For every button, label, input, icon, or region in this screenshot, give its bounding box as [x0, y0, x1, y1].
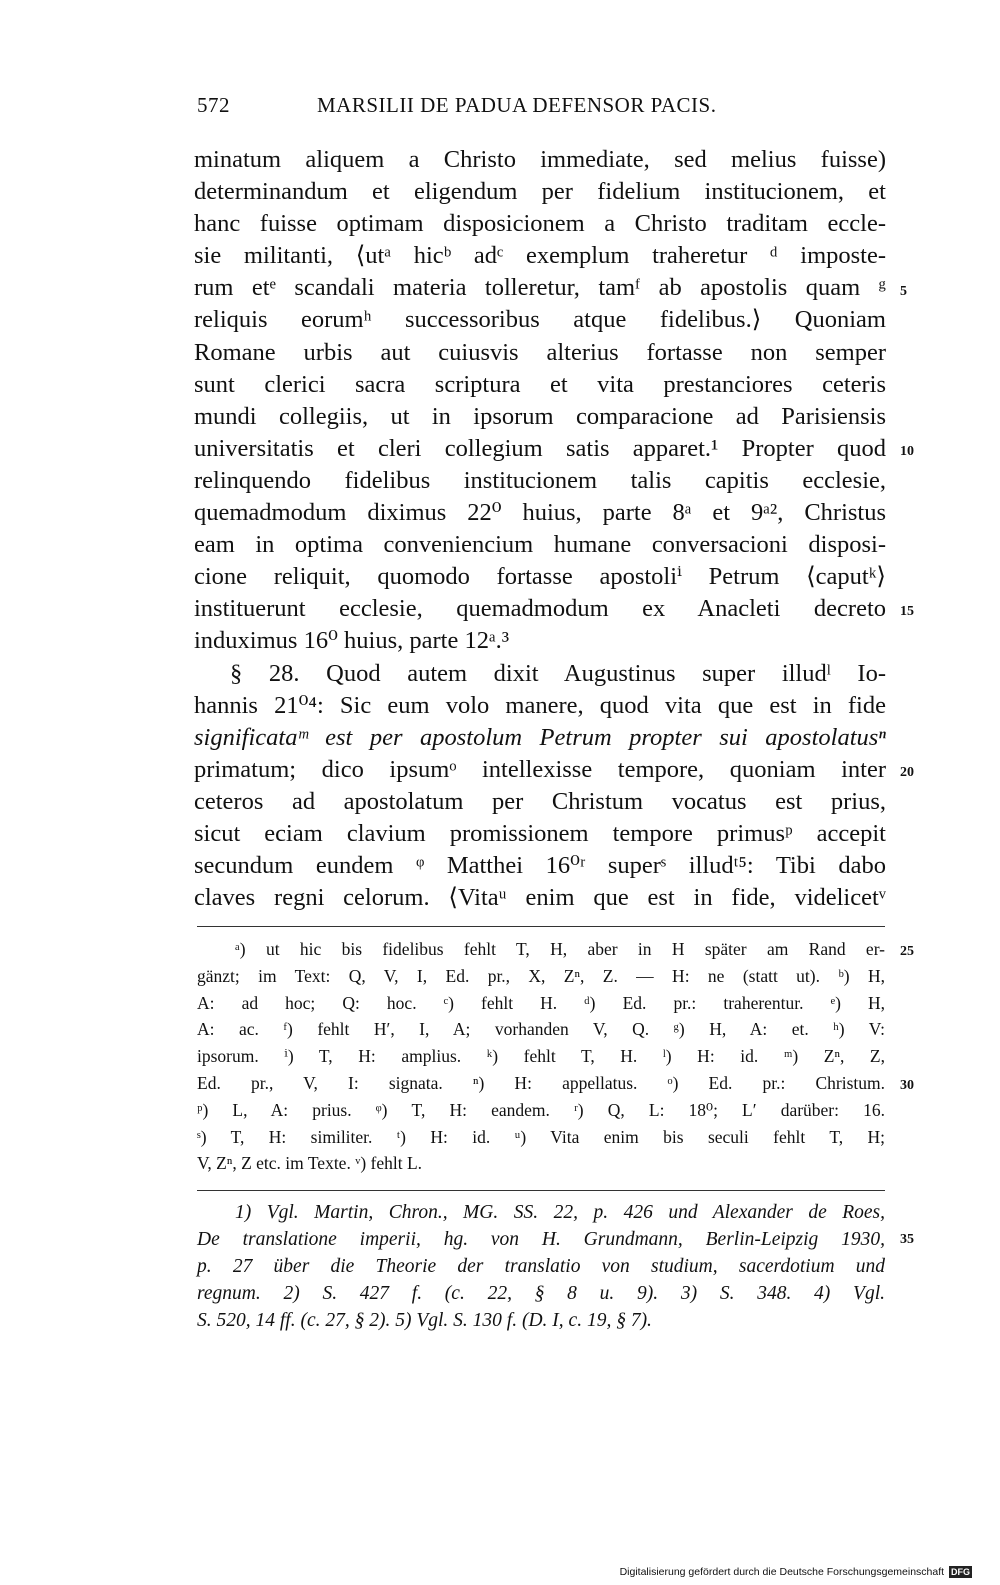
footnote-divider — [197, 1190, 885, 1191]
apparatus-line: V, Zⁿ, Z etc. im Texte. ᵛ) fehlt L. — [197, 1153, 423, 1174]
text-line: sunt clerici sacra scriptura et vita prestanciores ceteris — [194, 370, 886, 398]
text-line: mundi collegiis, ut in ipsorum comparacione ad Parisiensis — [194, 402, 886, 430]
apparatus-line: ᵖ) L, A: prius. ᵠ) T, H: eandem. ʳ) Q, L: 18⁰; L′ darüber: 16. — [197, 1099, 885, 1120]
text-line: quemadmodum diximus 22⁰ huius, parte 8ᵃ et 9ᵃ², Christus — [194, 499, 886, 527]
text-line: induximus 16⁰ huius, parte 12ᵃ.³ — [194, 627, 510, 655]
line-number: 10 — [900, 444, 914, 459]
line-number: 30 — [900, 1078, 914, 1093]
text-line: hannis 21⁰⁴: Sic eum volo manere, quod vita que est in fide — [194, 691, 886, 719]
line-number: 35 — [900, 1232, 914, 1247]
text-line: eam in optima conveniencium humane conversacioni disposi- — [194, 531, 886, 559]
text-line: § 28. Quod autem dixit Augustinus super illudˡ Io- — [230, 659, 886, 687]
text-line: sicut eciam clavium promissionem tempore primusᵖ accepit — [194, 819, 886, 847]
apparatus-line: Ed. pr., V, I: signata. ⁿ) H: appellatus. ᵒ) Ed. pr.: Christum. — [197, 1072, 885, 1093]
text-line: reliquis eorumʰ successoribus atque fidelibus.⟩ Quoniam — [194, 306, 886, 334]
footnote-line: p. 27 über die Theorie der translatio von studium, sacerdotium und — [197, 1256, 885, 1277]
apparatus-line: gänzt; im Text: Q, V, I, Ed. pr., X, Zⁿ, Z. — H: ne (statt ut). ᵇ) H, — [197, 965, 885, 986]
page-number: 572 — [197, 93, 230, 117]
text-line: claves regni celorum. ⟨Vitaᵘ enim que est in fide, videlicetᵛ — [194, 884, 886, 912]
dfg-logo-icon: DFG — [951, 1567, 970, 1578]
main-text — [194, 144, 886, 914]
line-number: 15 — [900, 604, 914, 619]
text-line: primatum; dico ipsumᵒ intellexisse tempore, quoniam inter — [194, 755, 886, 783]
text-line: secundum eundem ᵠ Matthei 16⁰ʳ superˢ illudᵗ⁵: Tibi dabo — [194, 852, 886, 880]
line-number: 25 — [900, 944, 914, 959]
footnote-line: De translatione imperii, hg. von H. Grundmann, Berlin-Leipzig 1930, — [197, 1229, 885, 1250]
text-line: rum etᵉ scandali materia tolleretur, tamᶠ ab apostolis quam ᵍ — [194, 274, 886, 302]
line-number: 20 — [900, 765, 914, 780]
digitization-credit — [620, 1566, 972, 1578]
apparatus-divider — [197, 926, 885, 927]
text-line: ceteros ad apostolatum per Christum vocatus est prius, — [194, 787, 886, 815]
apparatus-line: ˢ) T, H: similiter. ᵗ) H: id. ᵘ) Vita enim bis seculi fehlt T, H; — [197, 1126, 885, 1147]
text-line: Romane urbis aut cuiusvis alterius fortasse non semper — [194, 338, 886, 366]
apparatus-line: A: ad hoc; Q: hoc. ᶜ) fehlt H. ᵈ) Ed. pr.: traherentur. ᵉ) H, — [197, 992, 885, 1013]
footnote-line: 1) Vgl. Martin, Chron., MG. SS. 22, p. 426 und Alexander de Roes, — [235, 1202, 885, 1223]
text-line: relinquendo fidelibus institucionem talis capitis ecclesie, — [194, 466, 886, 494]
text-line: determinandum et eligendum per fidelium institucionem, et — [194, 178, 886, 206]
critical-apparatus — [197, 936, 885, 1177]
footnotes — [197, 1199, 885, 1334]
text-line: universitatis et cleri collegium satis apparet.¹ Propter quod — [194, 434, 886, 462]
apparatus-line: ᵃ) ut hic bis fidelibus fehlt T, H, aber in H später am Rand er- — [235, 939, 885, 959]
text-line: minatum aliquem a Christo immediate, sed melius fuisse) — [194, 146, 886, 173]
apparatus-line: ipsorum. ⁱ) T, H: amplius. ᵏ) fehlt T, H. ˡ) H: id. ᵐ) Zⁿ, Z, — [197, 1046, 885, 1067]
text-line: significataᵐ est per apostolum Petrum propter sui apostolatusⁿ — [194, 723, 886, 751]
running-title: MARSILII DE PADUA DEFENSOR PACIS. — [317, 93, 717, 117]
text-line: instituerunt ecclesie, quemadmodum ex Anacleti decreto — [194, 595, 886, 623]
text-line: hanc fuisse optimam disposicionem a Christo traditam eccle- — [194, 210, 886, 238]
text-line: cione reliquit, quomodo fortasse apostoliⁱ Petrum ⟨caputᵏ⟩ — [194, 563, 886, 591]
credit-text: Digitalisierung gefördert durch die Deutsche Forschungsgemeinschaft — [619, 1566, 945, 1578]
footnote-line: regnum. 2) S. 427 f. (c. 22, § 8 u. 9). 3) S. 348. 4) Vgl. — [197, 1283, 885, 1304]
apparatus-line: A: ac. ᶠ) fehlt H′, I, A; vorhanden V, Q. ᵍ) H, A: et. ʰ) V: — [197, 1019, 885, 1040]
line-number: 5 — [900, 284, 907, 299]
footnote-line: S. 520, 14 ff. (c. 27, § 2). 5) Vgl. S. 130 f. (D. I, c. 19, § 7). — [197, 1310, 652, 1331]
running-header — [197, 93, 887, 123]
text-line: sie militanti, ⟨utᵃ hicᵇ adᶜ exemplum traheretur ᵈ imposte- — [194, 242, 886, 270]
